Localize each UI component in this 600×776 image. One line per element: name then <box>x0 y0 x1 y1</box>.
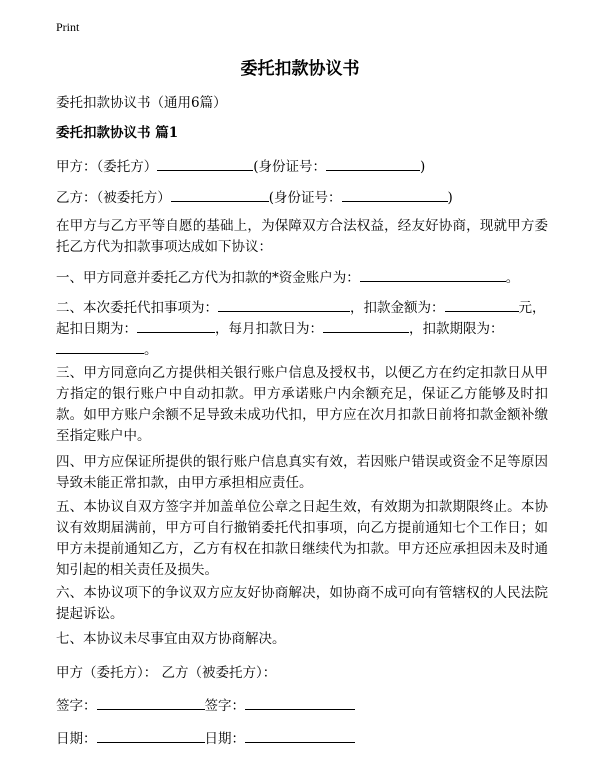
party-a-row <box>56 156 425 176</box>
clause-2-line-2 <box>56 318 504 338</box>
monthly-day-blank[interactable] <box>323 318 409 333</box>
start-date-blank[interactable] <box>137 318 215 333</box>
clause-2-text-f: ，扣款期限为： <box>409 321 504 337</box>
document-subtitle: 委托扣款协议书（通用6篇） <box>56 95 227 111</box>
clause-2-text-b: ，扣款金额为： <box>350 300 445 316</box>
term-blank[interactable] <box>56 339 144 354</box>
clause-4: 四、甲方应保证所提供的银行账户信息真实有效，若因账户错误或资金不足等原因导致未能正常扣款，由甲方承担相应责任。 <box>56 454 548 491</box>
signature-parties: 甲方（委托方）： 乙方（被委托方）： <box>56 665 277 681</box>
section-title <box>56 124 178 142</box>
clause-2-text-a: 二、本次委托代扣事项为： <box>56 300 218 316</box>
date-a-blank[interactable] <box>97 728 205 743</box>
clause-2-text-c: 元， <box>518 300 546 316</box>
clause-1-end: 。 <box>505 270 520 286</box>
section-title-text: 委托扣款协议书 篇1 <box>56 125 179 141</box>
print-label[interactable]: Print <box>56 20 80 34</box>
date-label-b: 日期： <box>204 731 245 747</box>
signature-label-a: 签字： <box>56 698 97 714</box>
clause-5: 五、本协议自双方签字并加盖单位公章之日起生效，有效期为扣款期限终止。本协议有效期届满前，甲方可自行撤销委托代扣事项，向乙方提前通知七个工作日；如甲方未提前通知乙方，乙方有权在扣款日继续代为扣款。甲方还应承担因未及时通知引起的相关责任及损失。 <box>56 499 548 578</box>
intro-paragraph: 在甲方与乙方平等自愿的基础上，为保障双方合法权益，经友好协商，现就甲方委托乙方代为扣款事项达成如下协议： <box>56 218 548 255</box>
signature-a-blank[interactable] <box>97 695 205 710</box>
clause-2-text-e: ，每月扣款日为： <box>215 321 323 337</box>
party-b-id-label: (身份证号： <box>268 190 342 206</box>
party-a-name-blank[interactable] <box>157 156 253 171</box>
date-row <box>56 728 355 748</box>
party-b-name-blank[interactable] <box>171 187 269 202</box>
party-b-id-close: ) <box>447 190 453 206</box>
signature-label-b: 签字： <box>204 698 245 714</box>
clause-3: 三、甲方同意向乙方提供相关银行账户信息及授权书，以便乙方在约定扣款日从甲方指定的银行账户中自动扣款。甲方承诺账户内余额充足，保证乙方能够及时扣款。如甲方账户余额不足导致未成功代扣，甲方应在次月扣款日前将扣款金额补缴至指定账户中。 <box>56 365 548 444</box>
document-title: 委托扣款协议书 <box>240 59 360 79</box>
deduction-item-blank[interactable] <box>218 297 350 312</box>
party-a-id-label: (身份证号： <box>253 159 327 175</box>
signature-row <box>56 695 355 715</box>
clause-6: 六、本协议项下的争议双方应友好协商解决，如协商不成可向有管辖权的人民法院提起诉讼。 <box>56 585 548 622</box>
party-b-label: 乙方：（被委托方） <box>56 190 171 206</box>
party-b-id-blank[interactable] <box>342 187 448 202</box>
clause-2-line-3 <box>56 339 158 359</box>
account-blank[interactable] <box>360 267 506 282</box>
clause-7: 七、本协议未尽事宜由双方协商解决。 <box>56 631 286 647</box>
party-a-label: 甲方：（委托方） <box>56 159 158 175</box>
clause-1-text: 一、甲方同意并委托乙方代为扣款的*资金账户为： <box>56 270 360 286</box>
amount-blank[interactable] <box>445 297 519 312</box>
clause-2-end: 。 <box>144 342 158 358</box>
signature-b-blank[interactable] <box>245 695 355 710</box>
date-b-blank[interactable] <box>245 728 355 743</box>
party-b-row <box>56 187 453 207</box>
clause-1 <box>56 267 519 287</box>
clause-2-text-d: 起扣日期为： <box>56 321 137 337</box>
clause-2-line-1 <box>56 297 546 317</box>
date-label-a: 日期： <box>56 731 97 747</box>
party-a-id-close: ) <box>420 159 426 175</box>
party-a-id-blank[interactable] <box>326 156 420 171</box>
